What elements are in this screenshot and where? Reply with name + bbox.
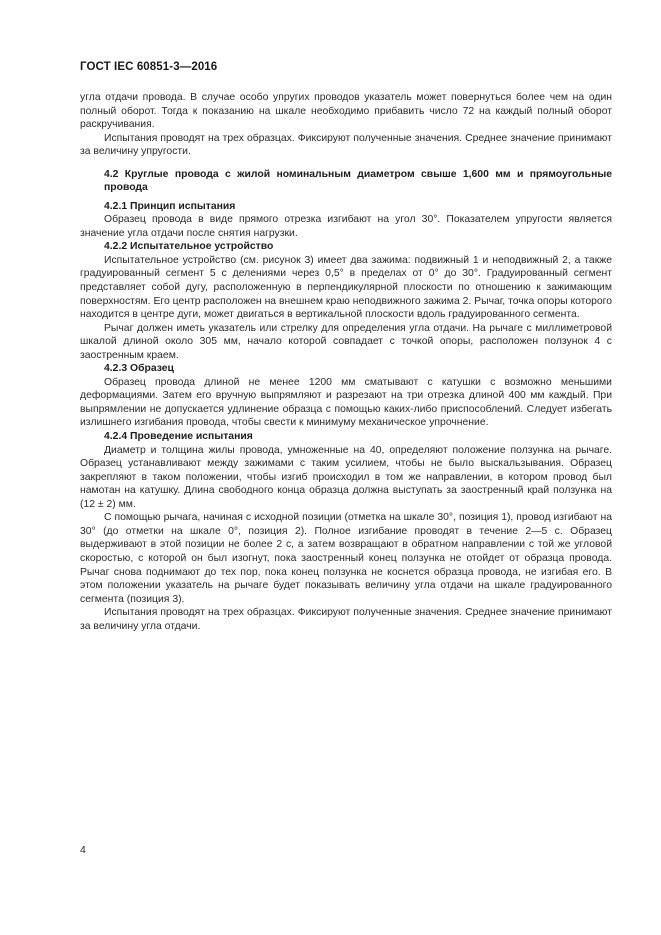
paragraph: Образец провода длиной не менее 1200 мм сматывают с катушки с возможно меньшими деформациями. Затем его вручную выпрямляют и разрезают на три отрезка длиной 400 мм каждый. При выпрямлении не допускается удлинение образца с помощью каких-либо приспособлений. Следует избегать излишнего изгибания провода, чтобы свести к минимуму механическое упрочнение. <box>80 376 612 429</box>
paragraph: Испытания проводят на трех образцах. Фиксируют полученные значения. Среднее значение принимают за величину упругости. <box>80 132 612 158</box>
subsection-heading-4-2-1: 4.2.1 Принцип испытания <box>104 200 236 212</box>
subsection-heading-4-2-2: 4.2.2 Испытательное устройство <box>104 241 274 253</box>
subsection-heading-4-2-4: 4.2.4 Проведение испытания <box>104 431 253 443</box>
document-header: ГОСТ IEC 60851-3—2016 <box>80 61 218 73</box>
paragraph: Испытательное устройство (см. рисунок 3) имеет два зажима: подвижный 1 и неподвижный 2, а также градуированный сегмент 5 с делениями через 0,5° в пределах от 0° до 30°. Градуированный сегмент представляет собой дугу, расположенную в перпендикулярной плоскости по отношению к зажимающим поверхностям. Его центр расположен на внешнем краю неподвижного зажима 2. Рычаг, точка опоры которого находится в центре дуги, может двигаться в вертикальной плоскости вдоль градуированного сегмента. <box>80 254 612 321</box>
paragraph: Рычаг должен иметь указатель или стрелку для определения угла отдачи. На рычаге с миллиметровой шкалой длиной около 305 мм, начало которой совпадает с точкой опоры, расположен ползунок 4 с заостренным краем. <box>80 322 612 361</box>
paragraph: Испытания проводят на трех образцах. Фиксируют полученные значения. Среднее значение принимают за величину угла отдачи. <box>80 607 612 632</box>
page-body <box>80 91 612 633</box>
paragraph: угла отдачи провода. В случае особо упругих проводов указатель может повернуться более чем на один полный оборот. Тогда к показанию на шкале необходимо прибавить число 72 на каждый полный оборот раскручивания. <box>80 92 612 131</box>
subsection-heading-4-2-3: 4.2.3 Образец <box>104 363 174 375</box>
section-heading-4-2: 4.2 Круглые провода с жилой номинальным диаметром свыше 1,600 мм и прямоугольные провода <box>104 168 612 194</box>
paragraph: Образец провода в виде прямого отрезка изгибают на угол 30°. Показателем упругости является значение угла отдачи после снятия нагрузки. <box>80 214 612 239</box>
paragraph: Диаметр и толщина жилы провода, умноженные на 40, определяют положение ползунка на рычаге. Образец устанавливают между зажимами с таким усилием, чтобы не было выскальзывания. Образец закрепляют в таком положении, чтобы изгиб происходил в том же направлении, в котором провод был намотан на катушку. Длина свободного конца образца должна выступать за заостренный край ползунка на (12 ± 2) мм. <box>80 444 612 510</box>
paragraph: С помощью рычага, начиная с исходной позиции (отметка на шкале 30°, позиция 1), провод изгибают на 30° (до отметки на шкале 0°, позиция 2). Полное изгибание проводят в течение 2—5 с. Образец выдерживают в этой позиции не более 2 с, а затем возвращают в обратном направлении с той же угловой скоростью, с которой он был изогнут, пока заостренный конец ползунка не отойдет от образца провода. Рычаг снова поднимают до тех пор, пока конец ползунка не коснется образца провода, не изгибая его. В этом положении указатель на рычаге будет показывать величину угла отдачи на шкале градуированного сегмента (позиция 3). <box>80 512 612 605</box>
page-number: 4 <box>80 845 86 856</box>
